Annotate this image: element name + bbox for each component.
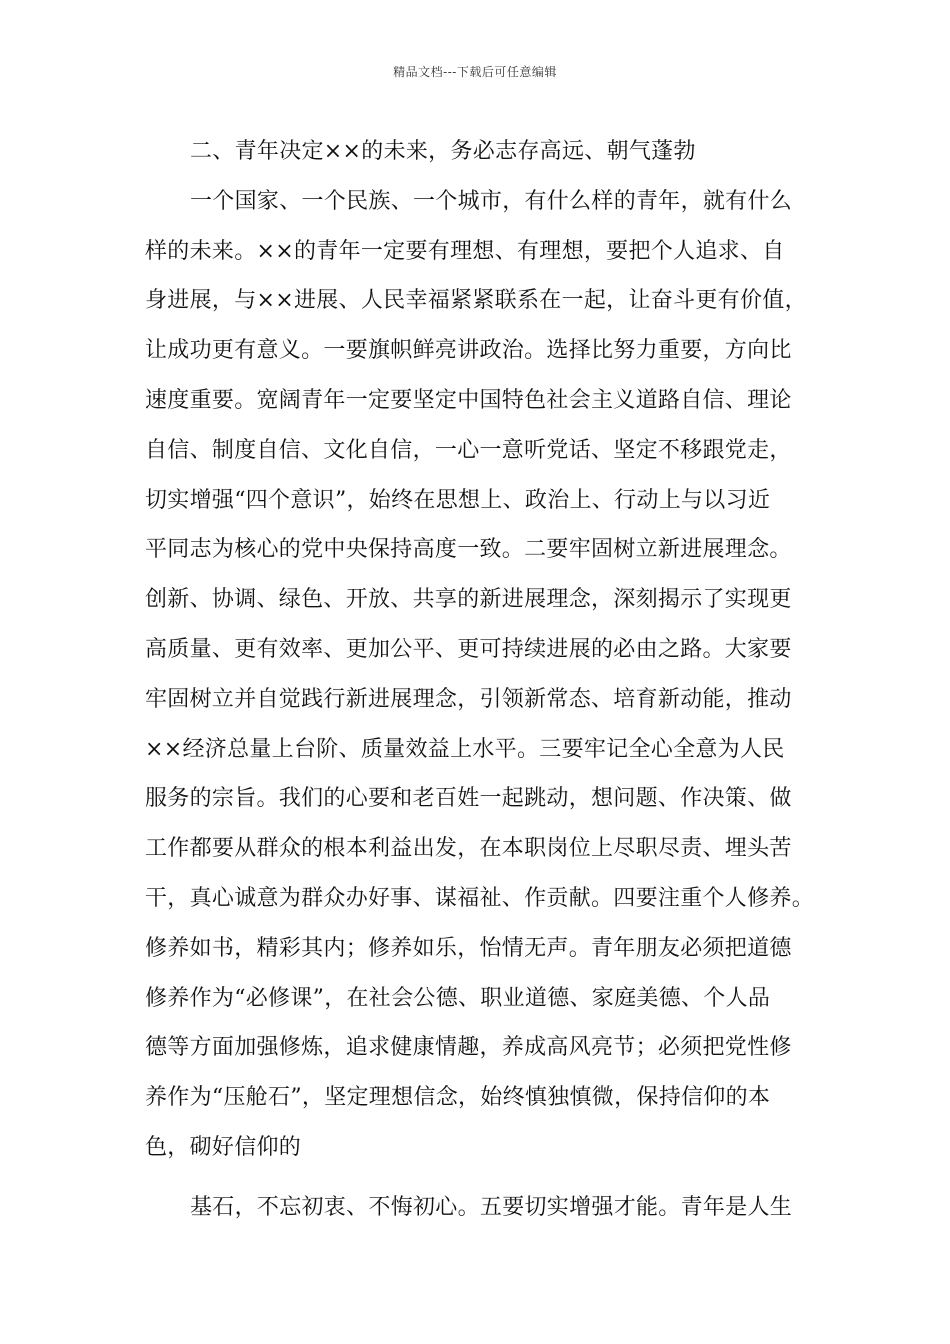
text-line: 基石，不忘初衷、不悔初心。五要切实增强才能。青年是人生 bbox=[190, 1194, 793, 1220]
text-line: 样的未来。××的青年一定要有理想、有理想，要把个人追求、自 bbox=[145, 238, 785, 264]
text-line: 一个国家、一个民族、一个城市，有什么样的青年，就有什么 bbox=[190, 188, 793, 214]
text-line: 修养如书，精彩其内；修养如乐，怡情无声。青年朋友必须把道德 bbox=[145, 935, 792, 961]
text-line: 养作为“压舱石”，坚定理想信念，始终慎独慎微，保持信仰的本 bbox=[145, 1085, 771, 1111]
text-line: 自信、制度自信、文化自信，一心一意听党话、坚定不移跟党走， bbox=[145, 437, 792, 463]
text-line: 速度重要。宽阔青年一定要坚定中国特色社会主义道路自信、理论 bbox=[145, 387, 792, 413]
section-heading: 二、青年决定××的未来，务必志存高远、朝气蓬勃 bbox=[190, 139, 696, 164]
text-line: 德等方面加强修炼，追求健康情趣，养成高风亮节；必须把党性修 bbox=[145, 1035, 792, 1061]
text-line: 平同志为核心的党中央保持高度一致。二要牢固树立新进展理念。 bbox=[145, 537, 792, 563]
paragraph-2 bbox=[145, 1188, 815, 1238]
text-line: 切实增强“四个意识”，始终在思想上、政治上、行动上与以习近 bbox=[145, 487, 771, 513]
text-line: 身进展，与××进展、人民幸福紧紧联系在一起，让奋斗更有价值， bbox=[145, 288, 807, 314]
text-line: 牢固树立并自觉践行新进展理念，引领新常态、培育新动能，推动 bbox=[145, 686, 792, 712]
text-line: 工作都要从群众的根本利益出发，在本职岗位上尽职尽责、埋头苦 bbox=[145, 836, 792, 862]
text-line: 色，砌好信仰的 bbox=[145, 1134, 302, 1160]
text-line: 让成功更有意义。一要旗帜鲜亮讲政治。选择比努力重要，方向比 bbox=[145, 338, 792, 364]
paragraph-1 bbox=[145, 182, 815, 1178]
text-line: ××经济总量上台阶、质量效益上水平。三要牢记全心全意为人民 bbox=[145, 736, 785, 762]
text-line: 服务的宗旨。我们的心要和老百姓一起跳动，想问题、作决策、做 bbox=[145, 786, 792, 812]
page-header: 精品文档---下载后可任意编辑 bbox=[393, 65, 557, 79]
document-body bbox=[145, 132, 815, 1238]
text-line: 修养作为“必修课”，在社会公德、职业道德、家庭美德、个人品 bbox=[145, 985, 771, 1011]
text-line: 高质量、更有效率、更加公平、更可持续进展的必由之路。大家要 bbox=[145, 636, 792, 662]
text-line: 干，真心诚意为群众办好事、谋福祉、作贡献。四要注重个人修养。 bbox=[145, 885, 815, 911]
text-line: 创新、协调、绿色、开放、共享的新进展理念，深刻揭示了实现更 bbox=[145, 587, 792, 613]
